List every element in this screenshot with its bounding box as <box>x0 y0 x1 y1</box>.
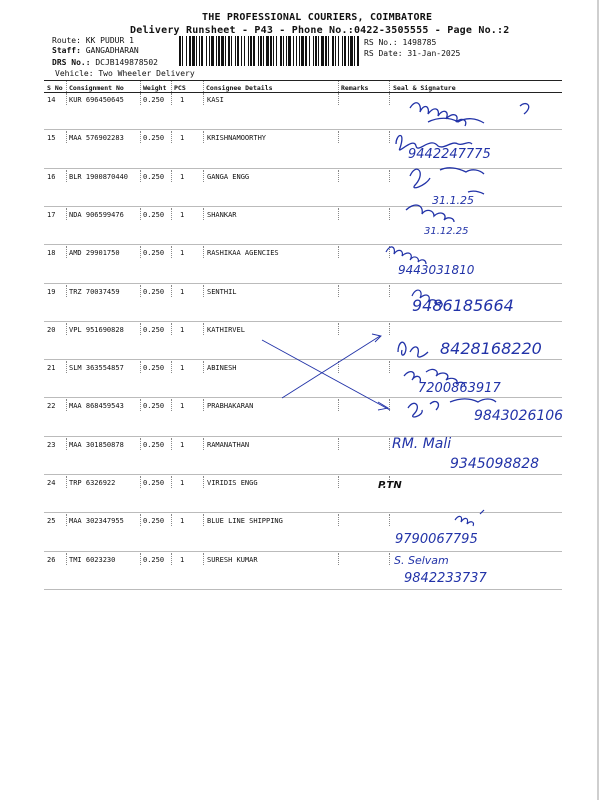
drs-label: DRS No.: <box>52 58 91 67</box>
col-remarks-header: Remarks <box>341 84 369 92</box>
row-sno: 23 <box>47 440 56 449</box>
row-sno: 24 <box>47 479 56 487</box>
row-weight: 0.250 <box>143 210 165 219</box>
handwritten-phone: 9442247775 <box>408 147 491 162</box>
row-consignee: VIRIDIS ENGG <box>207 479 258 487</box>
runsheet-title: Delivery Runsheet - P43 - Phone No.:0422-3505555 - Page No.:2 <box>130 25 510 36</box>
rs-date-label: RS Date: <box>364 49 403 58</box>
row-consignment-no: MAA 868459543 <box>69 402 124 411</box>
signature-scribble <box>398 342 428 357</box>
row-sno: 14 <box>47 96 56 104</box>
row-weight: 0.250 <box>143 325 165 334</box>
row-sno: 15 <box>47 134 56 143</box>
row-sno: 17 <box>47 210 56 219</box>
vehicle-value: Two Wheeler Delivery <box>98 69 195 78</box>
row-consignment-no: AMD 29901750 <box>69 249 120 258</box>
cross-line <box>282 336 380 398</box>
row-pcs: 1 <box>180 287 185 296</box>
row-pcs: 1 <box>180 172 185 181</box>
row-sno: 22 <box>47 402 56 411</box>
row-pcs: 1 <box>180 134 185 143</box>
col-consignment-header: Consignment No <box>69 84 124 92</box>
row-consignee: KRISHNAMOORTHY <box>207 134 267 143</box>
row-pcs: 1 <box>180 210 185 219</box>
row-weight: 0.250 <box>143 402 165 411</box>
handwritten-name: S. Selvam <box>394 554 449 567</box>
handwritten-sign: P.TN <box>378 480 402 491</box>
row-weight: 0.250 <box>143 287 165 296</box>
row-consignee: RAMANATHAN <box>207 440 250 449</box>
row-weight: 0.250 <box>143 134 165 143</box>
handwritten-phone: 8428168220 <box>440 339 542 358</box>
rs-no-value: 1498785 <box>402 38 437 47</box>
col-sno-header: S No <box>47 84 63 92</box>
row-sno: 25 <box>47 517 56 526</box>
row-consignment-no: NDA 906599476 <box>69 210 124 219</box>
rs-date-value: 31-Jan-2025 <box>407 49 461 58</box>
handwritten-phone: 9843026106 <box>474 408 564 424</box>
signature-scribble <box>410 168 484 194</box>
row-consignment-no: TMI 6023230 <box>69 555 116 564</box>
row-pcs: 1 <box>180 325 185 334</box>
row-consignment-no: TRP 6326922 <box>69 479 116 487</box>
row-consignment-no: SLM 363554857 <box>69 364 124 373</box>
row-consignment-no: MAA 302347955 <box>69 517 124 526</box>
row-consignment-no: TRZ 70037459 <box>69 287 120 296</box>
company-title: THE PROFESSIONAL COURIERS, COIMBATORE <box>202 12 433 23</box>
row-weight: 0.250 <box>143 555 165 564</box>
row-consignee: SHANKAR <box>207 210 237 219</box>
row-sno: 26 <box>47 555 56 564</box>
row-consignee: RASHIKAA AGENCIES <box>207 249 279 258</box>
row-pcs: 1 <box>180 96 185 104</box>
handwritten-date: 31.1.25 <box>432 194 474 207</box>
handwritten-phone: 9443031810 <box>398 263 475 277</box>
row-consignee: BLUE LINE SHIPPING <box>207 517 283 526</box>
row-pcs: 1 <box>180 402 185 411</box>
vehicle-label: Vehicle: <box>55 69 94 78</box>
handwritten-name: RM. Mali <box>392 436 452 452</box>
handwritten-phone: 7200863917 <box>418 381 501 396</box>
col-signature-header: Seal & Signature <box>393 84 456 92</box>
row-consignment-no: KUR 696450645 <box>69 96 124 104</box>
col-weight-header: Weight <box>143 84 167 92</box>
signature-scribble <box>455 510 484 526</box>
row-consignment-no: BLR 1900870440 <box>69 172 129 181</box>
row-weight: 0.250 <box>143 364 165 373</box>
row-consignment-no: MAA 576902283 <box>69 134 124 143</box>
row-sno: 19 <box>47 287 56 296</box>
row-pcs: 1 <box>180 440 185 449</box>
row-sno: 16 <box>47 172 56 181</box>
col-pcs-header: PCS <box>174 84 186 92</box>
row-weight: 0.250 <box>143 479 165 487</box>
row-weight: 0.250 <box>143 440 165 449</box>
row-consignee: ABINESH <box>207 364 237 373</box>
row-pcs: 1 <box>180 555 185 564</box>
rs-no-label: RS No.: <box>364 38 398 47</box>
row-consignee: KASI <box>207 96 224 104</box>
row-weight: 0.250 <box>143 249 165 258</box>
handwritten-phone: 9345098828 <box>450 456 540 472</box>
row-consignee: SURESH KUMAR <box>207 555 258 564</box>
row-consignment-no: VPL 951690828 <box>69 325 124 334</box>
staff-value: GANGADHARAN <box>85 46 139 55</box>
cross-line <box>262 340 390 410</box>
handwritten-date: 31.12.25 <box>424 226 469 237</box>
handwritten-phone: 9842233737 <box>404 571 487 586</box>
staff-label: Staff: <box>52 46 81 55</box>
row-consignee: KATHIRVEL <box>207 325 245 334</box>
row-consignee: GANGA ENGG <box>207 172 250 181</box>
row-weight: 0.250 <box>143 96 165 104</box>
row-consignee: PRABHAKARAN <box>207 402 254 411</box>
row-sno: 21 <box>47 364 56 373</box>
drs-value: DCJB149878502 <box>95 58 158 67</box>
row-sno: 18 <box>47 249 56 258</box>
signature-scribble <box>410 103 529 126</box>
handwritten-phone: 9790067795 <box>395 532 478 547</box>
row-pcs: 1 <box>180 364 185 373</box>
signature-scribble <box>406 205 454 222</box>
row-weight: 0.250 <box>143 172 165 181</box>
signature-scribble <box>386 247 426 264</box>
row-pcs: 1 <box>180 249 185 258</box>
route-value: KK PUDUR 1 <box>85 36 134 45</box>
handwritten-phone: 9486185664 <box>412 296 514 315</box>
row-sno: 20 <box>47 325 56 334</box>
row-weight: 0.250 <box>143 517 165 526</box>
route-label: Route: <box>52 36 81 45</box>
row-consignment-no: MAA 301850878 <box>69 440 124 449</box>
row-pcs: 1 <box>180 479 185 487</box>
col-consignee-header: Consignee Details <box>206 84 273 92</box>
row-pcs: 1 <box>180 517 185 526</box>
row-consignee: SENTHIL <box>207 287 237 296</box>
